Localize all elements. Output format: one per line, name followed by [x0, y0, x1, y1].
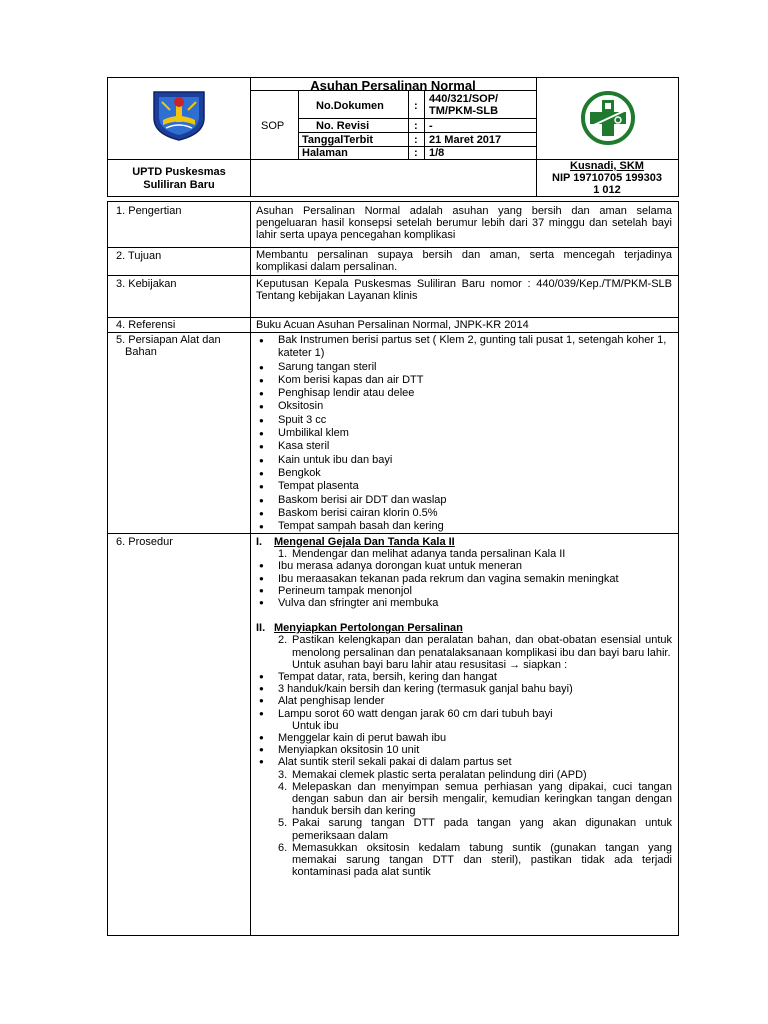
procedure-step: 1. Mendengar dan melihat adanya tanda persalinan Kala II	[278, 548, 566, 561]
equipment-item: ● Tempat sampah basah dan kering	[256, 520, 672, 533]
list-item: ● Ibu merasa adanya dorongan kuat untuk meneran	[256, 560, 672, 572]
section-text-kebijakan: Keputusan Kepala Puskesmas Suliliran Baru nomor : 440/039/Kep./TM/PKM-SLB Tentang kebijakan Layanan klinis	[256, 278, 672, 303]
section-text-referensi: Buku Acuan Asuhan Persalinan Normal, JNPK-KR 2014	[256, 319, 529, 331]
section-label-prosedur: 6. Prosedur	[116, 536, 173, 548]
province-emblem-icon	[150, 88, 208, 142]
org-name-line2: Suliliran Baru	[143, 179, 215, 191]
list-item: ● Lampu sorot 60 watt dengan jarak 60 cm dari tubuh bayi	[256, 708, 672, 720]
field-sep: :	[414, 100, 418, 112]
document-title: Asuhan Persalinan Normal	[310, 78, 476, 93]
section-text-tujuan: Membantu persalinan supaya bersih dan aman, serta mencegah terjadinya komplikasi dalam persalinan.	[256, 249, 672, 274]
signer-nip-line1: NIP 19710705 199303	[552, 172, 662, 184]
field-value-tanggal-terbit: 21 Maret 2017	[429, 134, 502, 146]
procedure-section-title: I. Mengenal Gejala Dan Tanda Kala II	[256, 536, 455, 548]
field-label-tanggal-terbit: TanggalTerbit	[302, 134, 374, 146]
procedure-step: 2. Pastikan kelengkapan dan peralatan bahan, dan obat-obatan esensial untuk menolong persalinan dan penatalaksanaan komplikasi ibu dan bayi baru lahir.	[278, 634, 672, 659]
list-item: ● Ibu meraasakan tekanan pada rekrum dan vagina semakin meningkat	[256, 573, 672, 585]
puskesmas-logo-icon	[580, 90, 636, 146]
section-label-pengertian: 1. Pengertian	[116, 205, 182, 217]
field-sep: :	[414, 134, 418, 146]
section-label-persiapan-line2: Bahan	[125, 346, 157, 358]
field-label-no-dokumen: No.Dokumen	[316, 100, 384, 112]
field-value-no-revisi: -	[429, 120, 433, 132]
sop-content-table	[107, 201, 679, 936]
list-item: ● Menyiapkan oksitosin 10 unit	[256, 744, 672, 756]
section-label-persiapan-line1: 5. Persiapan Alat dan	[116, 334, 221, 346]
equipment-item: ● Kasa steril	[256, 440, 672, 453]
procedure-step: 5. Pakai sarung tangan DTT pada tangan yang akan digunakan untuk pemeriksaan dalam	[278, 817, 672, 842]
procedure-step: 6. Memasukkan oksitosin kedalam tabung suntik (gunakan tangan yang memakai sarung tangan DTT dan steril), pastikan tidak ada terjadi kontaminasi pada alat suntik	[278, 841, 672, 879]
list-item: ● Vulva dan sfringter ani membuka	[256, 597, 672, 609]
equipment-item: ● Penghisap lendir atau delee	[256, 387, 672, 400]
procedure-content	[256, 536, 672, 878]
equipment-item: ● Baskom berisi cairan klorin 0.5%	[256, 507, 672, 520]
equipment-item: ● Baskom berisi air DDT dan waslap	[256, 494, 672, 507]
procedure-section-title: II. Menyiapkan Pertolongan Persalinan	[256, 622, 463, 635]
org-name-line1: UPTD Puskesmas	[132, 166, 226, 178]
field-value-no-dokumen: 440/321/SOP/ TM/PKM-SLB	[429, 93, 499, 117]
list-item: ● Tempat datar, rata, bersih, kering dan hangat	[256, 671, 672, 683]
section-label-referensi: 4. Referensi	[116, 319, 176, 331]
list-item: ● Alat suntik steril sekali pakai di dalam partus set	[256, 756, 672, 768]
equipment-item: ● Sarung tangan steril	[256, 361, 672, 374]
field-sep: :	[414, 147, 418, 159]
equipment-item: ● Kain untuk ibu dan bayi	[256, 454, 672, 467]
list-item: ● Menggelar kain di perut bawah ibu	[256, 732, 672, 744]
equipment-item: ● Bak Instrumen berisi partus set ( Klem 2, gunting tali pusat 1, setengah koher 1, kateter 1)	[256, 334, 672, 361]
field-label-halaman: Halaman	[302, 147, 348, 159]
procedure-step: 4. Melepaskan dan menyimpan semua perhiasan yang dipakai, cuci tangan dengan sabun dan air bersih mengalir, kemudian keringkan tangan dengan handuk bersih dan kering	[278, 780, 672, 818]
procedure-step: 3. Memakai clemek plastic serta peralatan pelindung diri (APD)	[278, 768, 587, 781]
signer-nip-line2: 1 012	[593, 184, 621, 196]
signer-name: Kusnadi, SKM	[570, 160, 644, 172]
list-item: ● Alat penghisap lender	[256, 695, 672, 707]
procedure-subheading: Untuk asuhan bayi baru lahir atau resusitasi → siapkan :	[292, 658, 568, 671]
section-label-tujuan: 2. Tujuan	[116, 250, 162, 262]
section-text-pengertian: Asuhan Persalinan Normal adalah asuhan yang bersih dan aman selama pengeluaran hasil konsepsi setelah berumur lebih dari 37 minggu dan setelah bayi lahir serta upaya pencegahan komplikasi	[256, 205, 672, 242]
section-label-kebijakan: 3. Kebijakan	[116, 278, 177, 290]
sop-label: SOP	[261, 120, 285, 132]
sop-header	[107, 77, 679, 197]
equipment-item: ● Tempat plasenta	[256, 480, 672, 493]
field-value-halaman: 1/8	[429, 147, 445, 159]
equipment-item: ● Bengkok	[256, 467, 672, 480]
equipment-item: ● Oksitosin	[256, 400, 672, 413]
equipment-item: ● Kom berisi kapas dan air DTT	[256, 374, 672, 387]
field-sep: :	[414, 120, 418, 132]
list-item: ● Perineum tampak menonjol	[256, 585, 672, 597]
list-item: ● 3 handuk/kain bersih dan kering (termasuk ganjal bahu bayi)	[256, 683, 672, 695]
equipment-item: ● Spuit 3 cc	[256, 414, 672, 427]
equipment-list	[256, 334, 672, 533]
procedure-subheading: Untuk ibu	[292, 719, 339, 732]
equipment-item: ● Umbilikal klem	[256, 427, 672, 440]
field-label-no-revisi: No. Revisi	[316, 120, 370, 132]
